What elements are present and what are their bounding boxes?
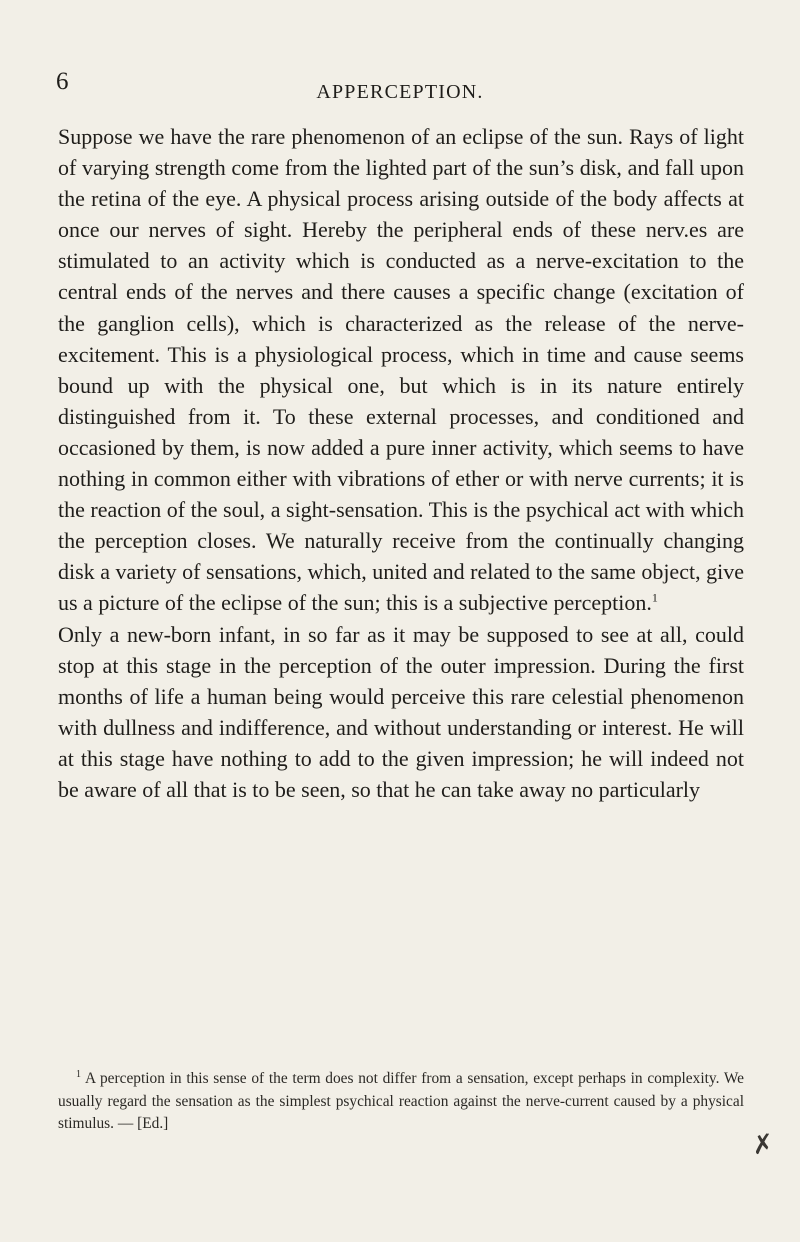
paragraph-text: Only a new-born infant, in so far as it may be supposed to see at all, could stop at this stage in the perception of the outer impression. During the first months of life a human being would perceive this rare celestial phenomenon with dullness and indifference, and without understanding or interest. He will at this stage have nothing to add to the given impression; he will indeed not be aware of all that is to be seen, so that he can take away no particularly: [58, 621, 744, 802]
handwritten-margin-mark: ✗: [750, 1128, 776, 1161]
footnote-text: A perception in this sense of the term does not differ from a sensation, except perhaps in complexity. We usually regard the sensation as the simplest psychical reaction against the nerve-current caused by a physical stimulus. — [Ed.]: [58, 1070, 744, 1132]
footnote-marker: 1: [76, 1068, 81, 1080]
body-text: [58, 121, 744, 805]
paragraph: [58, 619, 744, 806]
page-number: 6: [56, 68, 69, 95]
running-head: APPERCEPTION.: [316, 81, 484, 103]
footnote-reference[interactable]: 1: [651, 591, 658, 606]
footnote: [58, 1068, 744, 1136]
paragraph: [58, 121, 744, 619]
footnotes: [58, 1068, 744, 1136]
paragraph-text: Suppose we have the rare phenomenon of an eclipse of the sun. Rays of light of varying strength come from the lighted part of the sun’s disk, and fall upon the retina of the eye. A physical process arising outside of the body affects at once our nerves of sight. Hereby the peripheral ends of these nerv.es are stimulated to an activity which is conducted as a nerve-excitation to the central ends of the nerves and there causes a specific change (excitation of the ganglion cells), which is characterized as the release of the nerve-excitement. This is a physiological process, which in time and cause seems bound up with the physical one, but which is in its nature entirely distinguished from it. To these external processes, and conditioned and occasioned by them, is now added a pure inner activity, which seems to have nothing in common either with vibrations of ether or with nerve currents; it is the reaction of the soul, a sight-sensation. This is the psychical act with which the perception closes. We naturally receive from the continually changing disk a variety of sensations, which, united and related to the same object, give us a picture of the eclipse of the sun; this is a subjective perception.: [58, 124, 744, 616]
